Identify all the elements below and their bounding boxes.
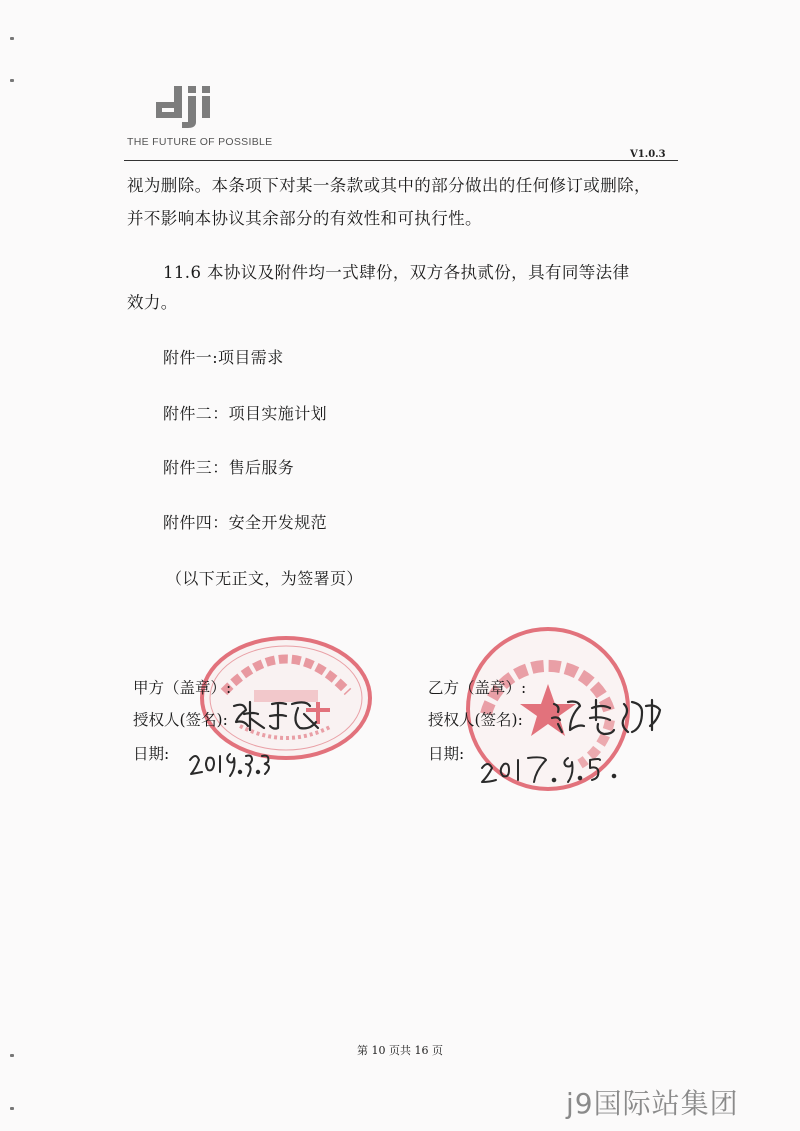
scan-speck [10,1107,14,1110]
scan-speck [10,37,14,40]
party-b-date-label: 日期: [428,745,465,763]
party-a-date-label: 日期: [133,745,170,763]
body-line-1: 视为删除。本条项下对某一条款或其中的部分做出的任何修订或删除， [127,176,651,195]
body-line-2: 并不影响本协议其余部分的有效性和可执行性。 [127,209,482,228]
party-a-signer-label: 授权人(签名): [133,711,228,729]
end-of-text-note: （以下无正文，为签署页） [166,569,363,588]
dji-logo [152,84,242,130]
header-divider [124,160,678,161]
attachment-4: 附件四：安全开发规范 [163,513,328,532]
party-a-handwritten-date [186,744,276,780]
party-a-handwritten-signature [228,696,328,736]
party-b-seal-label: 乙方（盖章）: [428,679,527,697]
attachment-1: 附件一:项目需求 [163,348,284,367]
party-b-handwritten-signature [548,694,668,742]
version-label: V1.0.3 [630,149,666,160]
party-b-signer-label: 授权人(签名): [428,711,523,729]
attachment-3: 附件三：售后服务 [163,458,295,477]
attachment-2: 附件二：项目实施计划 [163,404,328,423]
scan-speck [10,79,14,82]
party-a-seal-label: 甲方（盖章）: [133,679,232,697]
clause-11-6-cont: 效力。 [127,293,178,312]
party-b-handwritten-date [478,748,628,788]
scan-speck [10,1054,14,1057]
page-number: 第 10 页共 16 页 [357,1044,443,1057]
tagline: THE FUTURE OF POSSIBLE [127,136,273,148]
clause-11-6: 11.6 本协议及附件均一式肆份，双方各执贰份，具有同等法律 [163,263,630,282]
watermark: j9国际站集团 [566,1087,739,1120]
